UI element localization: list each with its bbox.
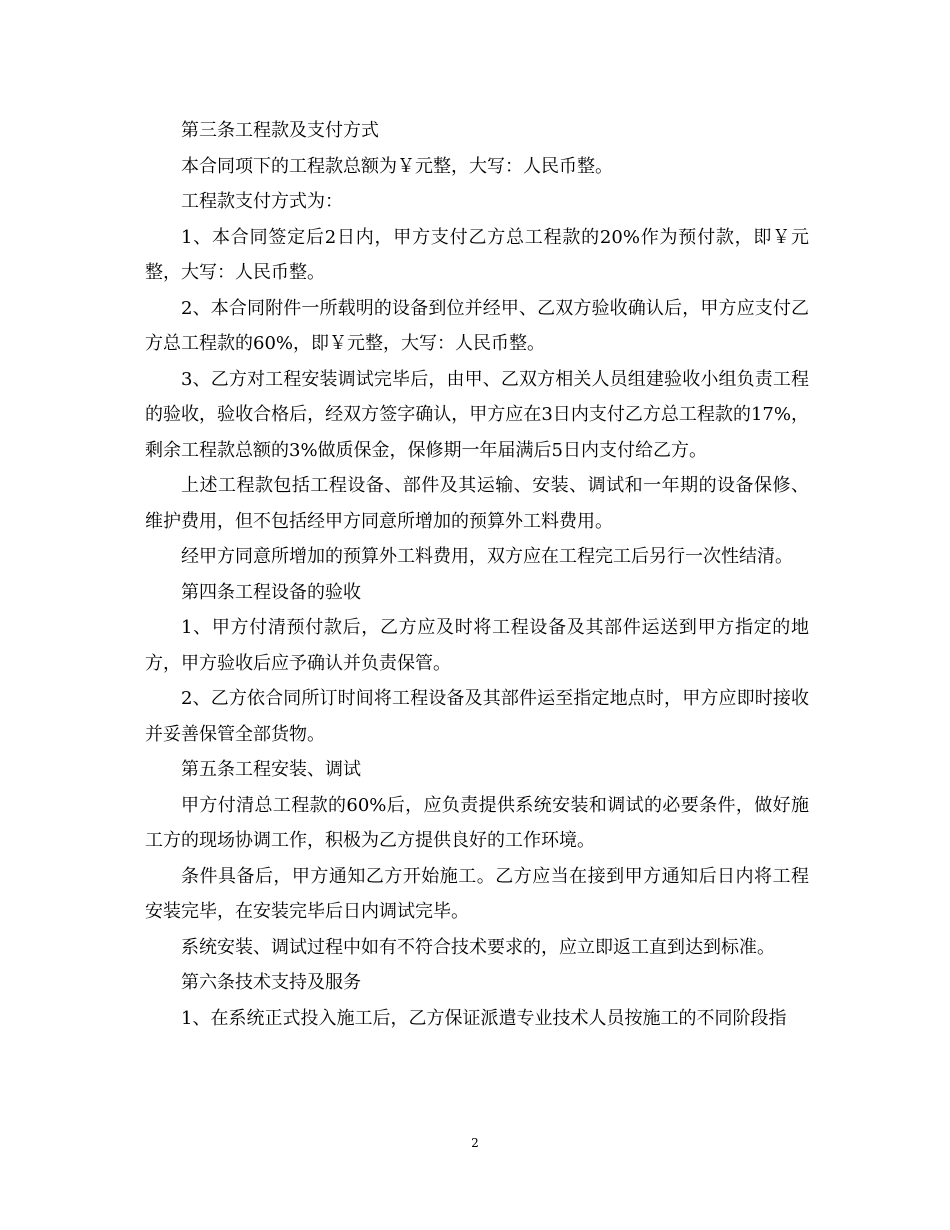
page-number: 2 <box>471 1136 479 1150</box>
paragraph: 1、本合同签定后2日内，甲方支付乙方总工程款的20%作为预付款，即￥元整，大写：人民币整。 <box>145 226 809 283</box>
paragraph: 1、在系统正式投入施工后，乙方保证派遣专业技术人员按施工的不同阶段指 <box>181 1007 787 1029</box>
paragraph: 1、甲方付清预付款后，乙方应及时将工程设备及其部件运送到甲方指定的地方，甲方验收后应予确认并负责保管。 <box>145 617 809 674</box>
paragraph: 本合同项下的工程款总额为￥元整，大写：人民币整。 <box>181 155 613 177</box>
section-heading-article-6: 第六条技术支持及服务 <box>181 972 361 993</box>
document-body <box>145 113 809 1036</box>
paragraph: 甲方付清总工程款的60%后，应负责提供系统安装和调试的必要条件，做好施工方的现场协调工作，积极为乙方提供良好的工作环境。 <box>145 794 809 851</box>
paragraph: 2、乙方依合同所订时间将工程设备及其部件运至指定地点时，甲方应即时接收并妥善保管全部货物。 <box>145 688 809 745</box>
paragraph: 上述工程款包括工程设备、部件及其运输、安装、调试和一年期的设备保修、维护费用，但不包括经甲方同意所增加的预算外工料费用。 <box>145 475 809 532</box>
section-heading-article-5: 第五条工程安装、调试 <box>181 759 361 780</box>
paragraph: 条件具备后，甲方通知乙方开始施工。乙方应当在接到甲方通知后日内将工程安装完毕，在安装完毕后日内调试完毕。 <box>145 865 809 922</box>
paragraph: 2、本合同附件一所载明的设备到位并经甲、乙双方验收确认后，甲方应支付乙方总工程款的60%，即￥元整，大写：人民币整。 <box>145 297 809 354</box>
paragraph: 系统安装、调试过程中如有不符合技术要求的，应立即返工直到达到标准。 <box>181 936 775 958</box>
paragraph: 3、乙方对工程安装调试完毕后，由甲、乙双方相关人员组建验收小组负责工程的验收，验收合格后，经双方签字确认，甲方应在3日内支付乙方总工程款的17%，剩余工程款总额的3%做质保金，保修期一年届满后5日内支付给乙方。 <box>145 368 809 461</box>
section-heading-article-3: 第三条工程款及支付方式 <box>181 120 379 141</box>
paragraph: 工程款支付方式为： <box>181 191 343 212</box>
section-heading-article-4: 第四条工程设备的验收 <box>181 581 361 603</box>
paragraph: 经甲方同意所增加的预算外工料费用，双方应在工程完工后另行一次性结清。 <box>181 546 793 567</box>
